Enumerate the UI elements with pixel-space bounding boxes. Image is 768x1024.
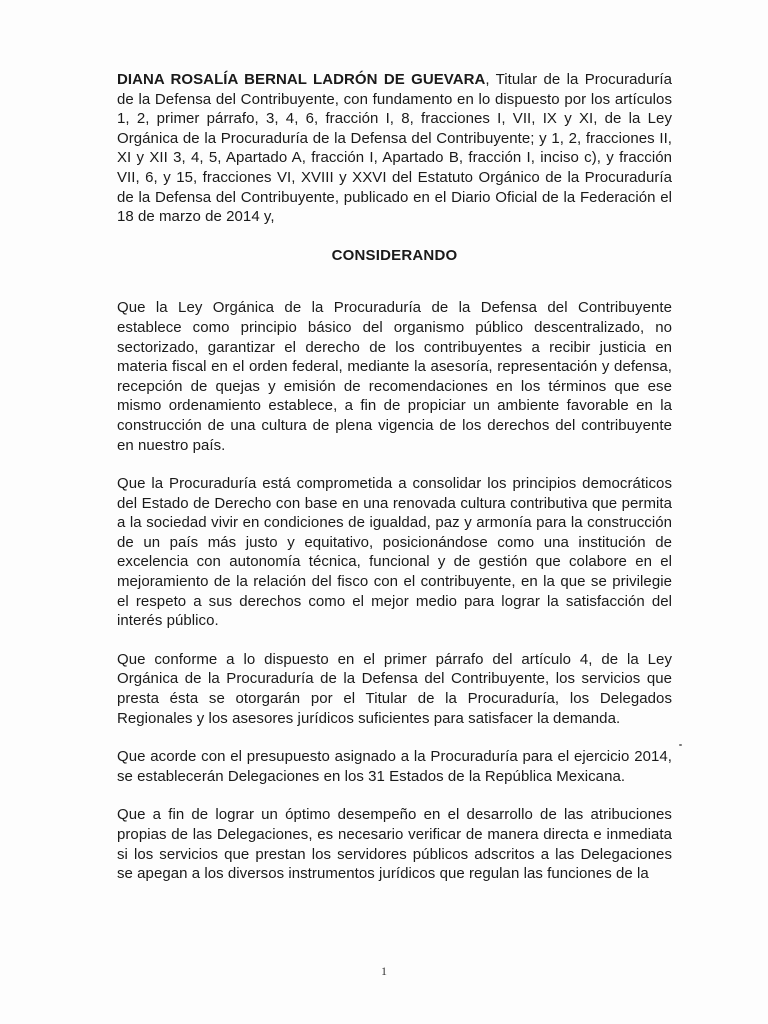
scan-speck xyxy=(679,744,682,746)
considerando-paragraph-5: Que a fin de lograr un óptimo desempeño en el desarrollo de las atribuciones propias de las Delegaciones, es necesario verificar de manera directa e inmediata si los servicios que prestan los servidores públicos adscritos a las Delegaciones se apegan a los diversos instrumentos jurídicos que regulan las funciones de la xyxy=(117,806,672,883)
section-heading: CONSIDERANDO xyxy=(331,246,458,264)
considerando-paragraph-1: Que la Ley Orgánica de la Procuraduría de la Defensa del Contribuyente establece como principio básico del organismo público descentralizado, no sectorizado, garantizar el derecho de los contribuyentes a recibir justicia en materia fiscal en el orden federal, mediante la asesoría, representación y defensa, recepción de quejas y emisión de recomendaciones en los términos que ese mismo ordenamiento establece, a fin de propiciar un ambiente favorable en la construcción de una cultura de plena vigencia de los derechos del contribuyente en nuestro país. xyxy=(117,299,672,454)
considerando-paragraph-2: Que la Procuraduría está comprometida a consolidar los principios democráticos del Estado de Derecho con base en una renovada cultura contributiva que permita a la sociedad vivir en condiciones de igualdad, paz y armonía para la construcción de un país más justo y equitativo, posicionándose como una institución de excelencia con autonomía técnica, funcional y de gestión que colabore en el mejoramiento de la relación del fisco con el contribuyente, en la que se privilegie el respeto a sus derechos como el mejor medio para lograr la satisfacción del interés público. xyxy=(117,475,672,630)
intro-text: , Titular de la Procuraduría de la Defensa del Contribuyente, con fundamento en lo dispuesto por los artículos 1, 2, primer párrafo, 3, 4, 6, fracción I, 8, fracciones I, VII, IX y XI, de la Ley Orgánica de la Procuraduría de la Defensa del Contribuyente; y 1, 2, fracciones II, XI y XII 3, 4, 5, Apartado A, fracción I, Apartado B, fracción I, inciso c), y fracción VII, 6, y 15, fracciones VI, XVIII y XXVI del Estatuto Orgánico de la Procuraduría de la Defensa del Contribuyente, publicado en el Diario Oficial de la Federación el 18 de marzo de 2014 y, xyxy=(117,71,673,226)
official-name: DIANA ROSALÍA BERNAL LADRÓN DE GUEVARA xyxy=(117,71,486,88)
page-number: 1 xyxy=(381,964,387,978)
considerando-paragraph-4: Que acorde con el presupuesto asignado a la Procuraduría para el ejercicio 2014, se establecerán Delegaciones en los 31 Estados de la República Mexicana. xyxy=(117,748,672,785)
considerando-paragraph-3: Que conforme a lo dispuesto en el primer párrafo del artículo 4, de la Ley Orgánica de la Procuraduría de la Defensa del Contribuyente, los servicios que presta ésta se otorgarán por el Titular de la Procuraduría, los Delegados Regionales y los asesores jurídicos suficientes para satisfacer la demanda. xyxy=(117,650,672,727)
intro-paragraph xyxy=(117,70,672,227)
document-body xyxy=(117,70,672,903)
